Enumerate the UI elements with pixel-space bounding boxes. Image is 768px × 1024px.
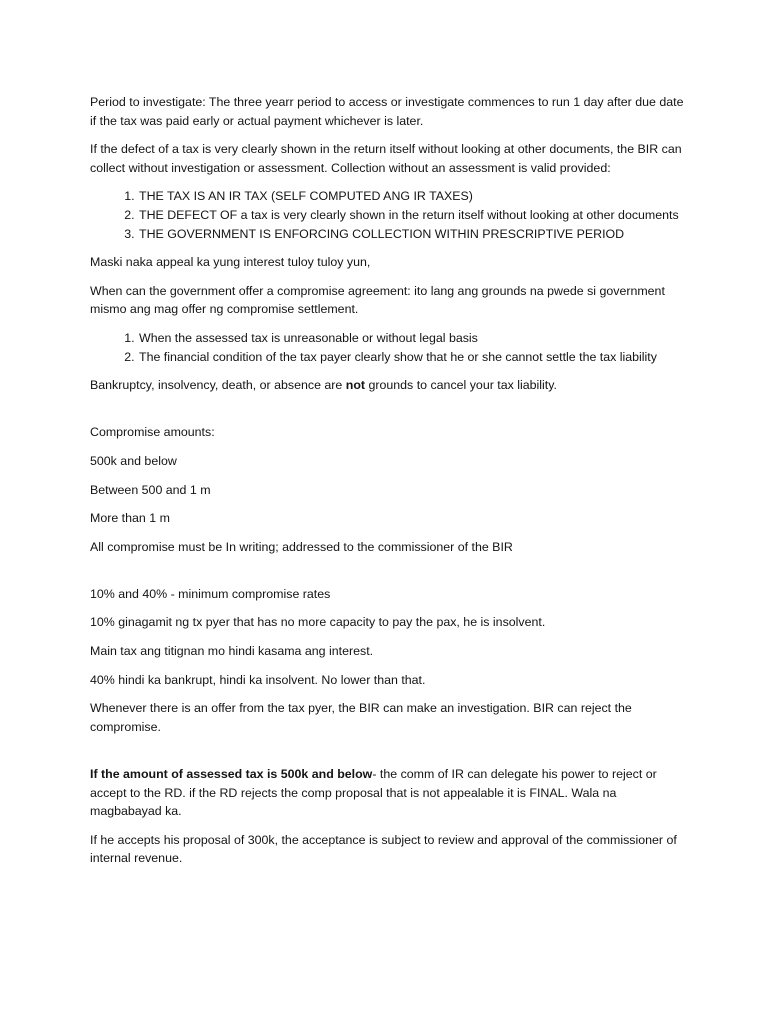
list-item: 3. THE GOVERNMENT IS ENFORCING COLLECTION WITHIN PRESCRIPTIVE PERIOD bbox=[138, 225, 690, 244]
paragraph-300k-acceptance: If he accepts his proposal of 300k, the acceptance is subject to review and approval of the commissioner of internal revenue. bbox=[90, 832, 677, 866]
paragraph-between-500-1m: Between 500 and 1 m bbox=[90, 482, 211, 497]
emphasis-500k-below: If the amount of assessed tax is 500k and below bbox=[90, 767, 373, 782]
paragraph-in-writing: All compromise must be In writing; addressed to the commissioner of the BIR bbox=[90, 539, 513, 554]
paragraph-500k-delegation bbox=[90, 765, 690, 821]
paragraph-compromise-amounts: Compromise amounts: bbox=[90, 425, 215, 440]
document-page bbox=[90, 93, 690, 878]
list-item: 1. When the assessed tax is unreasonable or without legal basis bbox=[138, 329, 690, 348]
spacer bbox=[90, 746, 690, 765]
paragraph-minimum-rates: 10% and 40% - minimum compromise rates bbox=[90, 586, 331, 601]
paragraph-defect-collection: If the defect of a tax is very clearly shown in the return itself without looking at other documents, the BIR can collect without investigation or assessment. Collection without an assessment is valid provided: bbox=[90, 142, 682, 175]
paragraph-500k-below: 500k and below bbox=[90, 453, 177, 468]
paragraph-main-tax: Main tax ang titignan mo hindi kasama ang interest. bbox=[90, 644, 374, 659]
paragraph-bir-investigation: Whenever there is an offer from the tax pyer, the BIR can make an investigation. BIR can reject the compromise. bbox=[90, 701, 632, 734]
list-compromise-grounds bbox=[90, 329, 690, 366]
paragraph-40-percent: 40% hindi ka bankrupt, hindi ka insolvent. No lower than that. bbox=[90, 672, 426, 687]
text-segment: Bankruptcy, insolvency, death, or absence are bbox=[90, 378, 346, 393]
list-item: 1. THE TAX IS AN IR TAX (SELF COMPUTED ANG IR TAXES) bbox=[138, 187, 690, 206]
spacer bbox=[90, 566, 690, 585]
paragraph-more-than-1m: More than 1 m bbox=[90, 511, 170, 526]
paragraph-appeal-interest: Maski naka appeal ka yung interest tuloy tuloy yun, bbox=[90, 255, 371, 270]
list-collection-conditions bbox=[90, 187, 690, 243]
list-item: 2. The financial condition of the tax payer clearly show that he or she cannot settle the tax liability bbox=[138, 348, 690, 367]
text-segment: grounds to cancel your tax liability. bbox=[365, 378, 557, 393]
list-item: 2. THE DEFECT OF a tax is very clearly shown in the return itself without looking at other documents bbox=[138, 206, 690, 225]
emphasis-not: not bbox=[345, 378, 366, 393]
paragraph-10-percent: 10% ginagamit ng tx pyer that has no more capacity to pay the pax, he is insolvent. bbox=[90, 615, 546, 630]
paragraph-compromise-offer: When can the government offer a compromise agreement: ito lang ang grounds na pwede si government mismo ang mag offer ng compromise settlement. bbox=[90, 283, 665, 317]
paragraph-period-to-investigate: Period to investigate: The three yearr period to access or investigate commences to run 1 day after due date if the tax was paid early or actual payment whichever is later. bbox=[90, 95, 684, 128]
text-segment: - the comm of IR can delegate his power to reject or accept to the RD. if the RD rejects the comp proposal that is not appealable it is FINAL. Wala na magbabayad ka. bbox=[90, 767, 657, 819]
spacer bbox=[90, 405, 690, 424]
paragraph-bankruptcy bbox=[90, 376, 690, 395]
